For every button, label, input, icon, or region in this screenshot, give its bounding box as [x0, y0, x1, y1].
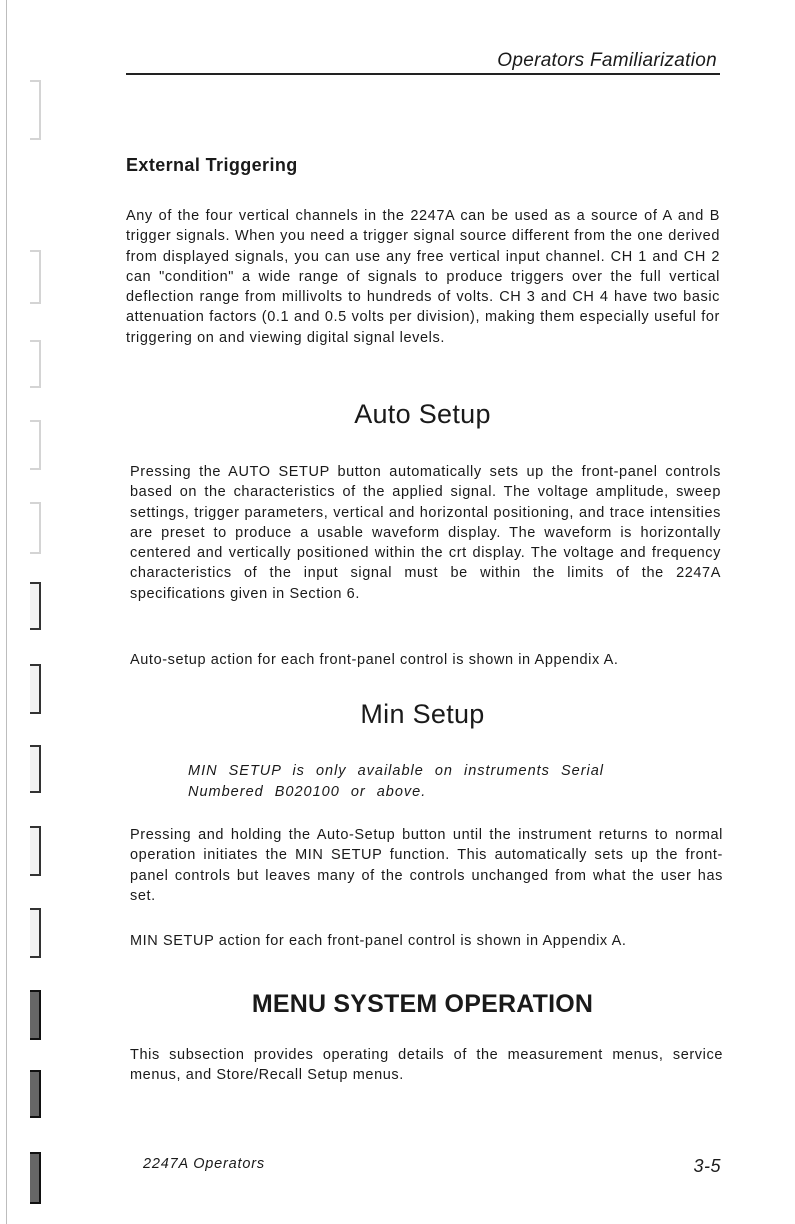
- binding-spine-line: [6, 0, 7, 1224]
- external-triggering-paragraph: Any of the four vertical channels in the 2247A can be used as a source of A and B trigger signals. When you need a trigger signal source different from the one derived from displayed signals, you can use any free vertical input channel. CH 1 and CH 2 can "condition" a wide range of signals to produce triggers over the full vertical deflection range from millivolts to hundreds of volts. CH 3 and CH 4 have two basic attenuation factors (0.1 and 0.5 volts per division), making them especially useful for triggering on and viewing digital signal levels.: [126, 208, 720, 346]
- menu-system-paragraph: This subsection provides operating details of the measurement menus, service menus, and Store/Recall Setup menus.: [130, 1047, 723, 1084]
- header-rule: [126, 73, 720, 75]
- index-tab: [30, 745, 41, 793]
- min-setup-paragraph: Pressing and holding the Auto-Setup button until the instrument returns to normal operation initiates the MIN SETUP function. This automatically sets up the front-panel controls but leaves many of the controls unchanged from what the user has set.: [130, 827, 723, 904]
- index-tab: [30, 1152, 41, 1204]
- min-setup-appendix-note: MIN SETUP action for each front-panel control is shown in Appendix A.: [130, 933, 627, 949]
- page-number: 3-5: [693, 1156, 721, 1176]
- index-tab: [30, 908, 41, 958]
- auto-setup-heading: Auto Setup: [354, 399, 491, 429]
- min-setup-availability-note: MIN SETUP is only available on instruments Serial Numbered B020100 or above.: [188, 763, 605, 800]
- index-tab: [30, 80, 41, 140]
- index-tab: [30, 502, 41, 554]
- footer-manual-title: 2247A Operators: [143, 1156, 265, 1172]
- index-tab: [30, 250, 41, 304]
- auto-setup-appendix-note: Auto-setup action for each front-panel control is shown in Appendix A.: [130, 652, 619, 668]
- index-tab: [30, 582, 41, 630]
- index-tab: [30, 340, 41, 388]
- index-tab: [30, 826, 41, 876]
- external-triggering-heading: External Triggering: [126, 155, 298, 175]
- auto-setup-paragraph: Pressing the AUTO SETUP button automatically sets up the front-panel controls based on the characteristics of the applied signal. The voltage amplitude, sweep settings, trigger parameters, vertical and horizontal positioning, and trace intensities are preset to produce a usable waveform display. The waveform is horizontally centered and vertically positioned within the crt display. The voltage and frequency characteristics of the input signal must be within the limits of the 2247A specifications given in Section 6.: [130, 464, 721, 602]
- index-tab: [30, 1070, 41, 1118]
- binding-edge: [0, 0, 60, 1224]
- min-setup-heading: Min Setup: [360, 699, 485, 729]
- running-header-title: Operators Familiarization: [497, 50, 717, 71]
- menu-system-heading: MENU SYSTEM OPERATION: [251, 990, 594, 1018]
